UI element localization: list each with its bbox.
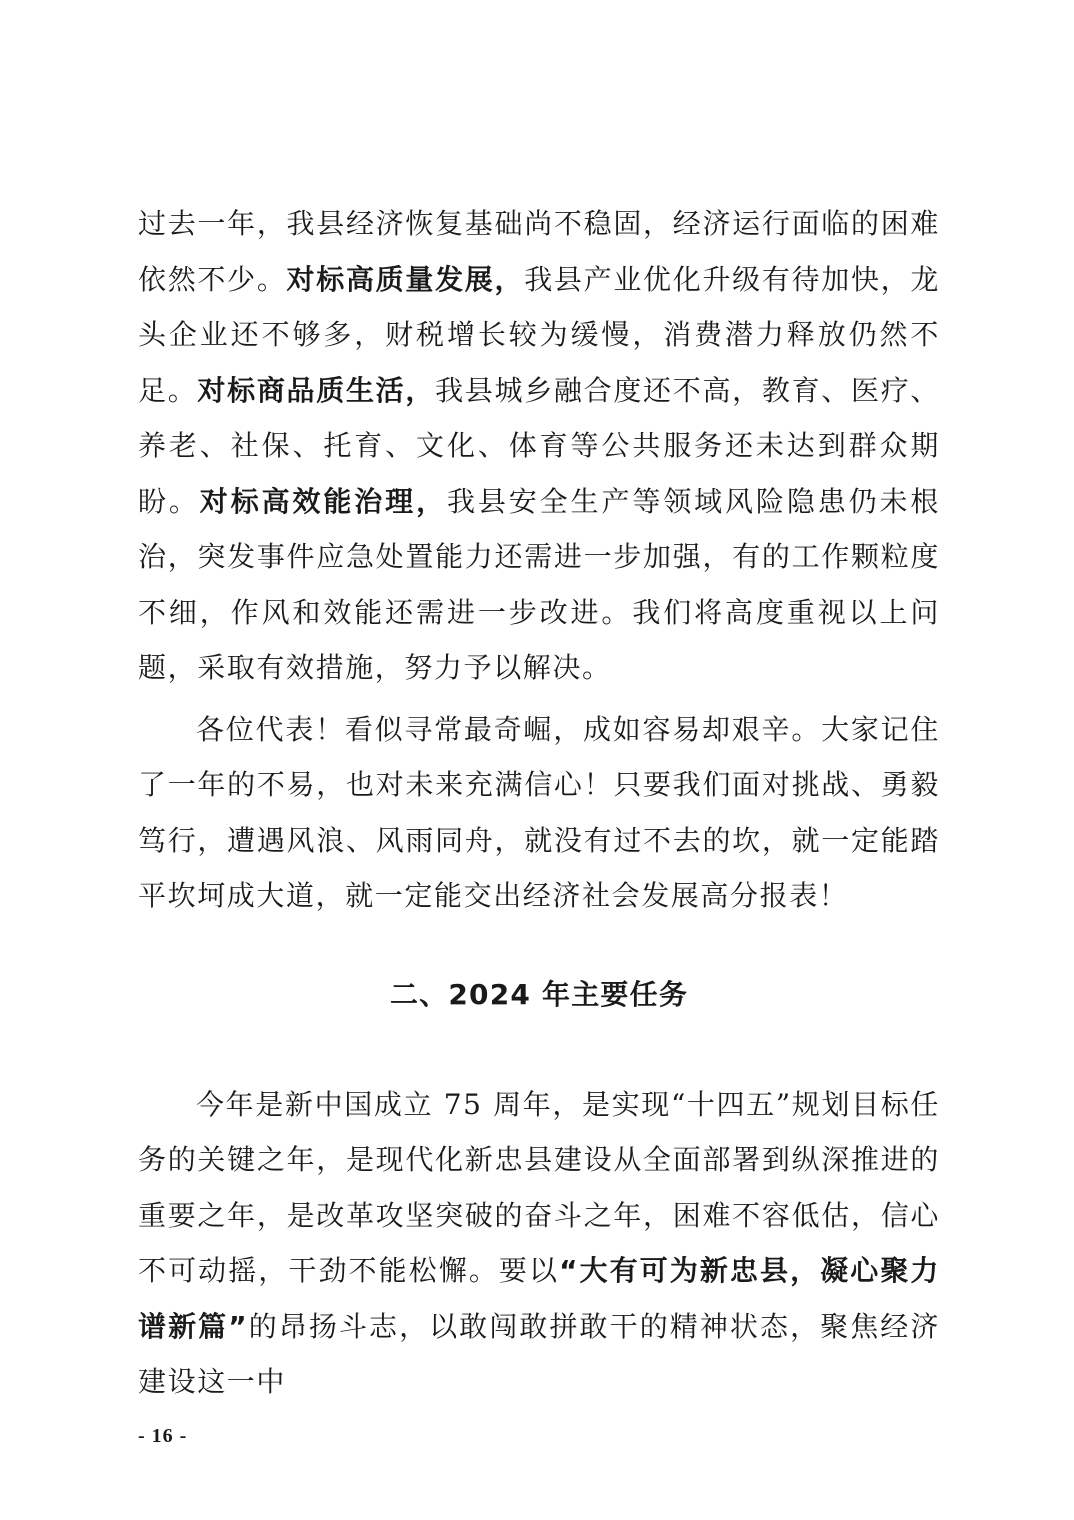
paragraph-text: 今年是新中国成立 75 周年，是实现“十四五”规划目标任务的关键之年，是现代化新忠县建设从全面部署到纵深推进的重要之年，是改革攻坚突破的奋斗之年，困难不容低估，信心不可动摇，干劲不能松懈。要以 [138,1087,940,1287]
paragraph-text: 我县安全生产等领域风险隐患仍未根治，突发事件应急处置能力还需进一步加强，有的工作颗粒度不细，作风和效能还需进一步改进。我们将高度重视以上问题，采取有效措施，努力予以解决。 [138,484,940,684]
bold-phrase: 对标高质量发展， [286,262,525,296]
bold-phrase: 对标高效能治理， [199,484,447,518]
page-number: - 16 - [138,1425,188,1447]
paragraph-address: 各位代表！看似寻常最奇崛，成如容易却艰辛。大家记住了一年的不易，也对未来充满信心！只要我们面对挑战、勇毅笃行，遭遇风浪、风雨同舟，就没有过不去的坎，就一定能踏平坎坷成大道，就一定能交出经济社会发展高分报表！ [138,712,940,912]
paragraph-text: 我县城乡融合度还不高，教育、医疗、养老、社保、托育、文化、体育等公共服务还未达到群众期盼。 [138,373,941,518]
paragraph-problems [138,196,940,696]
paragraph-tasks [138,1077,940,1410]
bold-phrase: “大有可为新忠县，凝心聚力谱新篇” [138,1254,940,1343]
section-heading: 二、2024 年主要任务 [389,977,689,1011]
paragraph-text: 我县产业优化升级有待加快，龙头企业还不够多，财税增长较为缓慢，消费潜力释放仍然不足。 [138,262,940,407]
document-body [138,196,940,1410]
paragraph-text: 的昂扬斗志，以敢闯敢拼敢干的精神状态，聚焦经济建设这一中 [138,1309,940,1398]
bold-phrase: 对标商品质生活， [197,373,436,407]
paragraph-text: 过去一年，我县经济恢复基础尚不稳固，经济运行面临的困难依然不少。 [138,207,940,296]
